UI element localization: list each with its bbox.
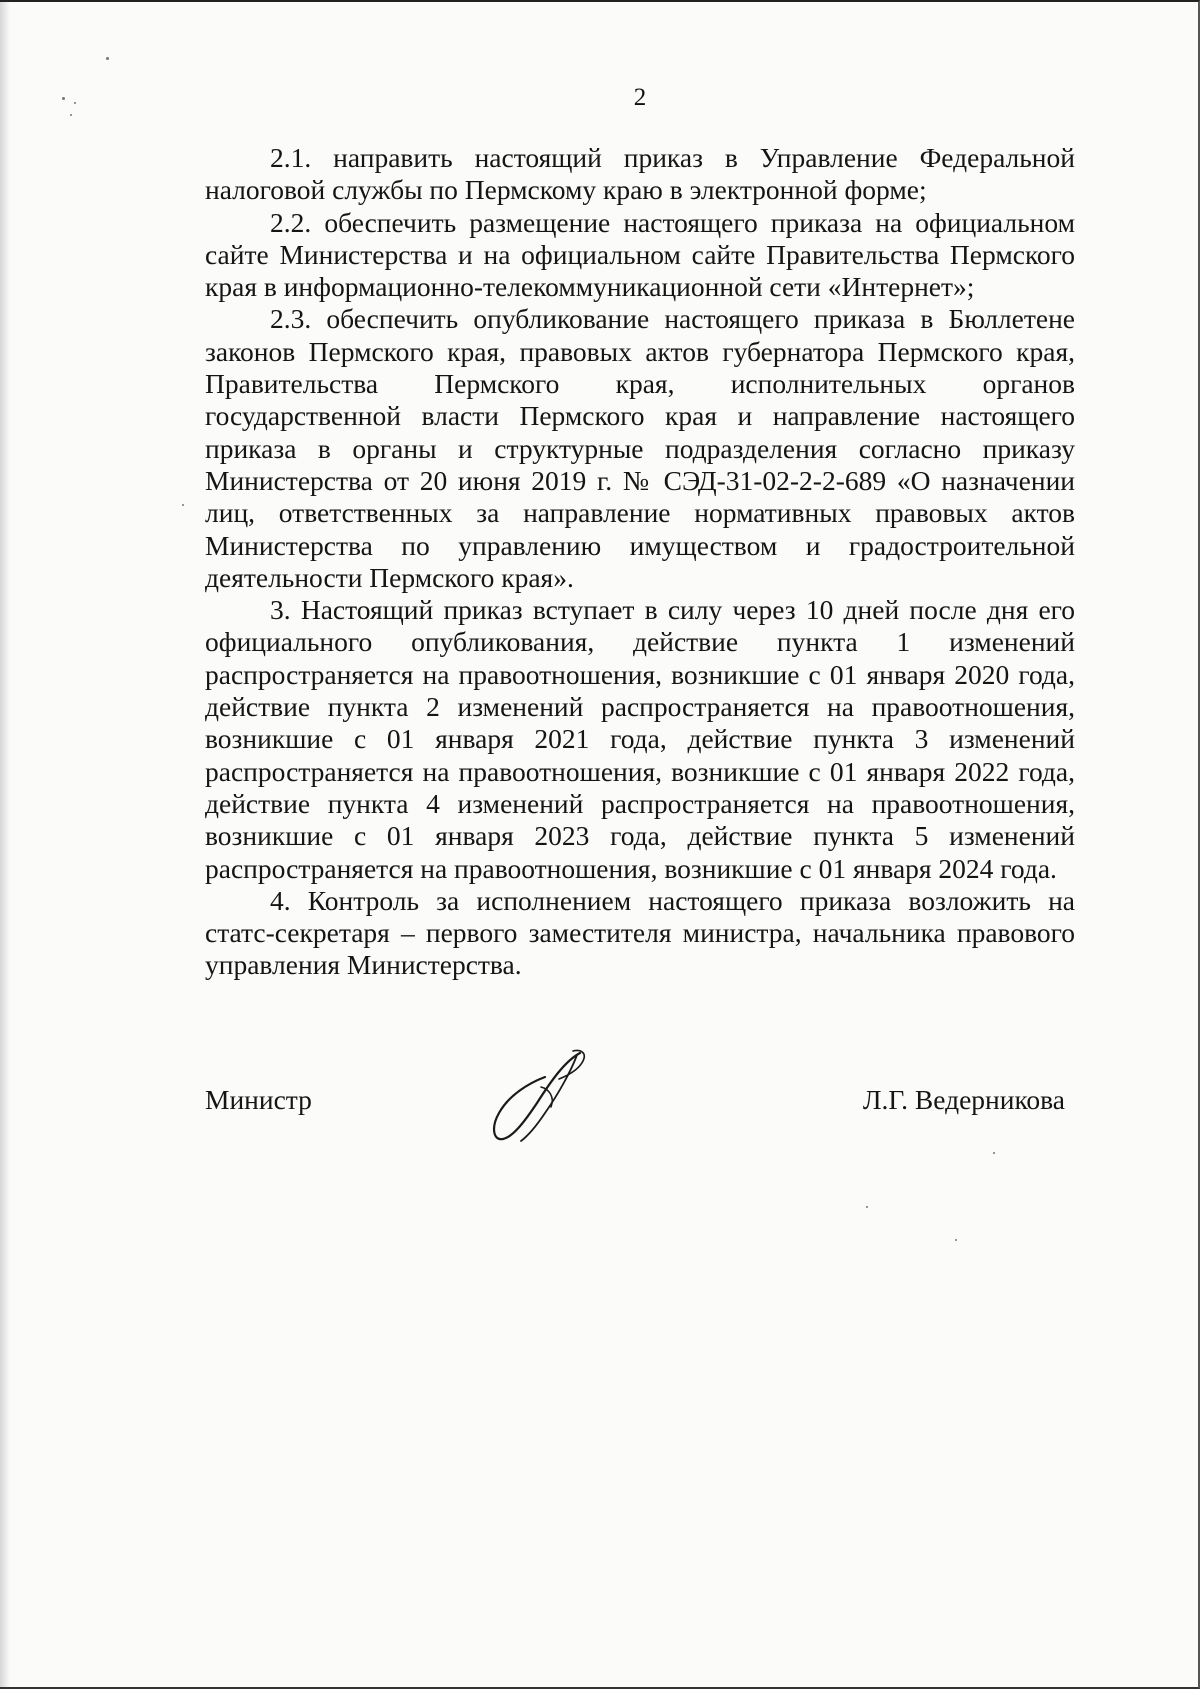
paragraph-3: 3. Настоящий приказ вступает в силу через 10 дней после дня его официального опубликования, действие пункта 1 изменений распространяется на правоотношения, возникшие с 01 января 2020 года, действие пункта 2 изменений распространяется на правоотношения, возникшие с 01 января 2021 года, действие пункта 3 изменений распространяется на правоотношения, возникшие с 01 января 2022 года, действие пункта 4 изменений распространяется на правоотношения, возникшие с 01 января 2023 года, действие пункта 5 изменений распространяется на правоотношения, возникшие с 01 января 2024 года. (205, 594, 1075, 884)
signatory-name: Л.Г. Ведерникова (862, 1084, 1065, 1115)
scan-speck (866, 1206, 868, 1208)
signatory-title: Министр (205, 1084, 312, 1115)
scan-speck (993, 1152, 995, 1154)
scan-speck (70, 114, 72, 116)
paragraph-4: 4. Контроль за исполнением настоящего приказа возложить на статс-секретаря – первого заместителя министра, начальника правового управления Министерства. (205, 884, 1075, 981)
document-body (205, 142, 1075, 982)
signature-block (205, 1084, 1065, 1124)
page-number: 2 (633, 84, 647, 111)
scan-speck (106, 57, 109, 60)
paragraph-2-3: 2.3. обеспечить опубликование настоящего приказа в Бюллетене законов Пермского края, правовых актов губернатора Пермского края, Правительства Пермского края, исполнительных органов государственной власти Пермского края и направление настоящего приказа в органы и структурные подразделения согласно приказу Министерства от 20 июня 2019 г. № СЭД-31-02-2-2-689 «О назначении лиц, ответственных за направление нормативных правовых актов Министерства по управлению имуществом и градостроительной деятельности Пермского края». (205, 303, 1075, 593)
scan-left-edge (0, 2, 10, 1689)
scan-speck (182, 504, 184, 506)
handwritten-signature (485, 1047, 605, 1147)
paragraph-2-2: 2.2. обеспечить размещение настоящего приказа на официальном сайте Министерства и на официальном сайте Правительства Пермского края в информационно-телекоммуникационной сети «Интернет»; (205, 206, 1075, 303)
scan-speck (955, 1239, 957, 1241)
paragraph-2-1: 2.1. направить настоящий приказ в Управление Федеральной налоговой службы по Пермскому краю в электронной форме; (205, 142, 1075, 206)
